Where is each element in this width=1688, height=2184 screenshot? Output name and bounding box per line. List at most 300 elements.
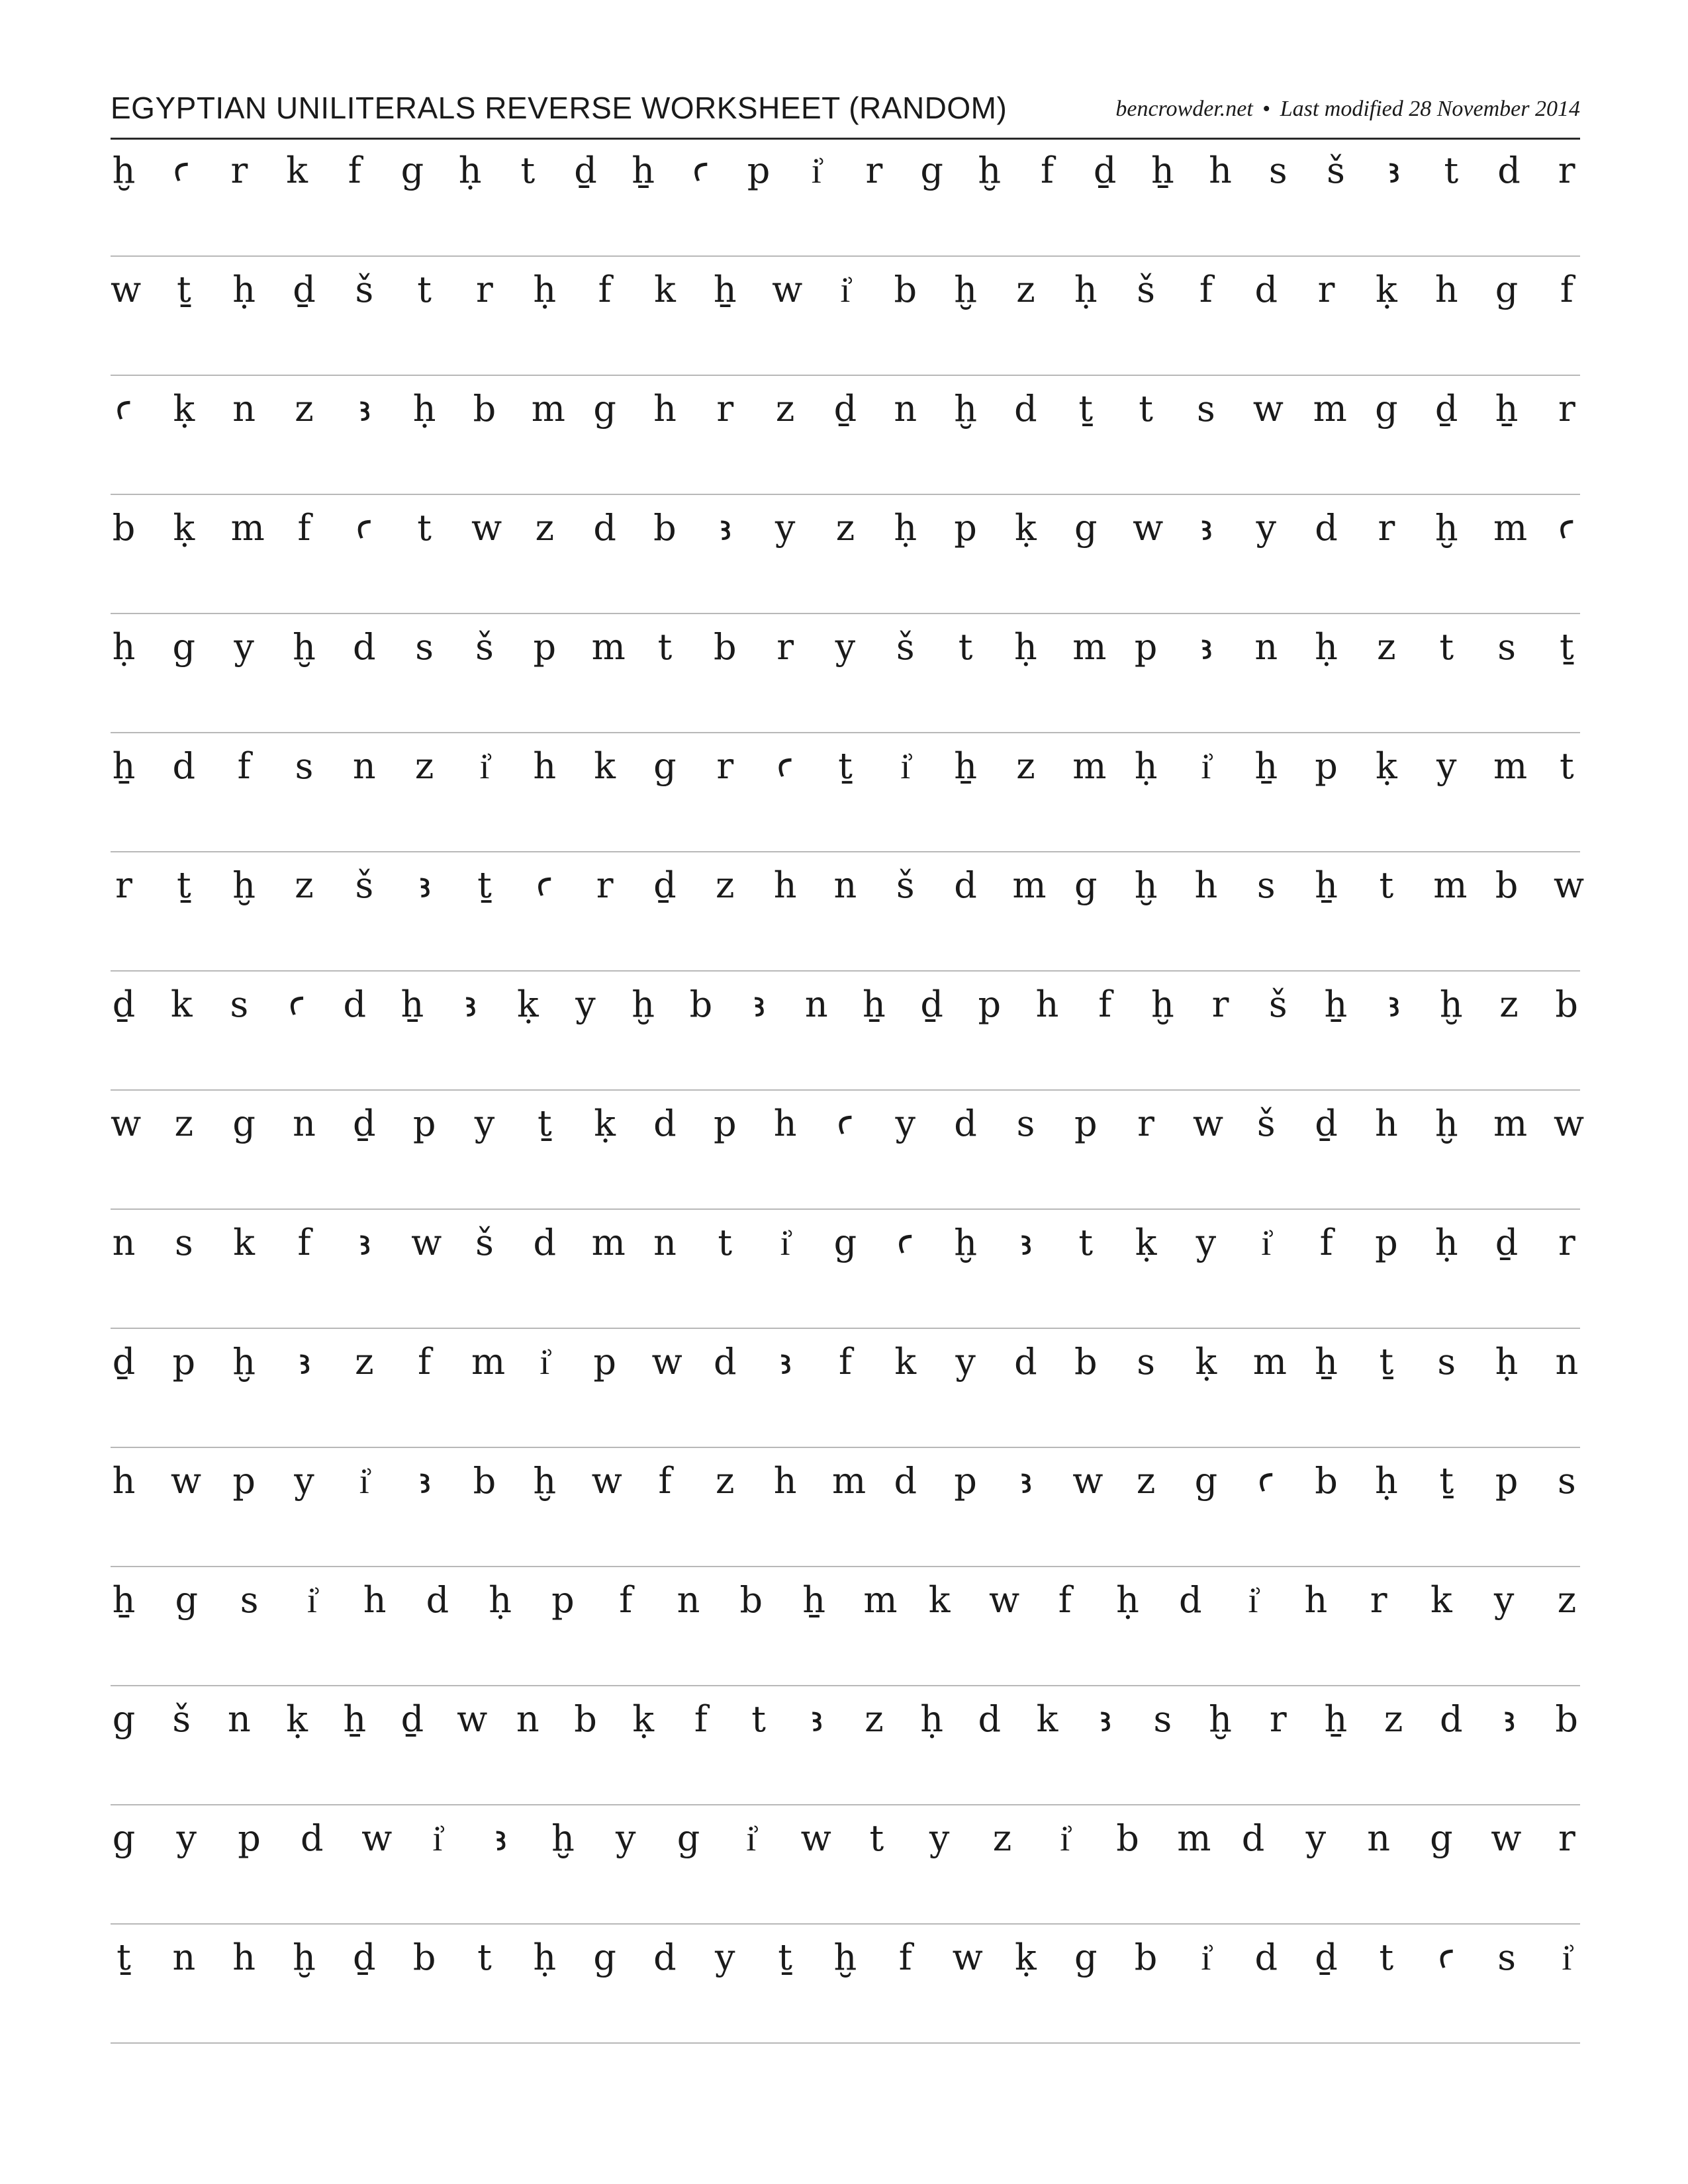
transliteration-glyph: ḥ — [1134, 745, 1158, 787]
transliteration-glyph: m — [863, 1579, 898, 1621]
transliteration-glyph: ḏ — [112, 983, 136, 1025]
worksheet-rows — [111, 138, 1585, 2044]
transliteration-glyph: ḫ — [232, 864, 256, 906]
transliteration-glyph: š — [1268, 983, 1288, 1025]
transliteration-glyph: m — [591, 1222, 626, 1263]
transliteration-glyph: i͗ — [1201, 745, 1211, 787]
transliteration-glyph: r — [1558, 388, 1575, 430]
transliteration-glyph: ẖ — [112, 745, 136, 787]
transliteration-glyph: z — [295, 388, 314, 430]
transliteration-glyph: h — [363, 1579, 387, 1621]
transliteration-glyph: h — [653, 388, 677, 430]
transliteration-glyph: ḳ — [1015, 1936, 1037, 1978]
transliteration-glyph: d — [1440, 1698, 1463, 1740]
transliteration-glyph: t — [477, 1936, 492, 1978]
transliteration-glyph: f — [658, 1460, 672, 1502]
transliteration-glyph: ḳ — [1135, 1222, 1157, 1263]
transliteration-glyph: ḏ — [353, 1103, 376, 1144]
transliteration-glyph: d — [353, 626, 376, 668]
transliteration-glyph: b — [894, 269, 917, 310]
transliteration-glyph: ḥ — [458, 150, 482, 191]
transliteration-glyph: y — [176, 1817, 197, 1859]
transliteration-glyph: š — [355, 864, 374, 906]
transliteration-glyph: y — [835, 626, 856, 668]
transliteration-glyph: f — [1319, 1222, 1333, 1263]
transliteration-glyph: ṯ — [1078, 388, 1094, 430]
transliteration-glyph: b — [1074, 1341, 1098, 1383]
transliteration-glyph: z — [1499, 983, 1519, 1025]
transliteration-glyph: w — [988, 1579, 1020, 1621]
transliteration-glyph: m — [1493, 507, 1528, 549]
transliteration-glyph: g — [1074, 1936, 1098, 1978]
worksheet-row — [111, 1329, 1580, 1448]
transliteration-glyph: n — [804, 983, 828, 1025]
transliteration-glyph: g — [593, 388, 616, 430]
transliteration-glyph: w — [1192, 1103, 1224, 1144]
transliteration-glyph: š — [172, 1698, 191, 1740]
transliteration-glyph: n — [894, 388, 917, 430]
transliteration-glyph: d — [1014, 1341, 1037, 1383]
transliteration-glyph: ꜣ — [1199, 507, 1213, 549]
transliteration-glyph: g — [1430, 1817, 1453, 1859]
transliteration-glyph: y — [1493, 1579, 1515, 1621]
transliteration-glyph: ẖ — [1150, 150, 1174, 191]
transliteration-glyph: b — [412, 1936, 436, 1978]
transliteration-glyph: ẖ — [802, 1579, 825, 1621]
transliteration-glyph: y — [234, 626, 254, 668]
transliteration-glyph: s — [230, 983, 249, 1025]
transliteration-glyph: f — [297, 507, 311, 549]
transliteration-glyph: ḫ — [833, 1936, 857, 1978]
transliteration-glyph: š — [475, 626, 494, 668]
transliteration-glyph: t — [1139, 388, 1153, 430]
transliteration-glyph: r — [476, 269, 493, 310]
transliteration-glyph: d — [1014, 388, 1037, 430]
transliteration-glyph: b — [1116, 1817, 1139, 1859]
transliteration-glyph: ḏ — [833, 388, 857, 430]
transliteration-glyph: ḏ — [920, 983, 943, 1025]
transliteration-glyph: g — [172, 626, 196, 668]
transliteration-glyph: ꜣ — [357, 1222, 371, 1263]
transliteration-glyph: s — [1197, 388, 1215, 430]
transliteration-glyph: b — [1134, 1936, 1158, 1978]
transliteration-glyph: t — [869, 1817, 884, 1859]
transliteration-glyph: ḳ — [632, 1698, 655, 1740]
transliteration-glyph: n — [1254, 626, 1278, 668]
transliteration-glyph: k — [654, 269, 676, 310]
transliteration-glyph: p — [978, 983, 1002, 1025]
transliteration-glyph: ḳ — [516, 983, 539, 1025]
transliteration-glyph: z — [535, 507, 555, 549]
transliteration-glyph: f — [1560, 269, 1573, 310]
transliteration-glyph: z — [992, 1817, 1012, 1859]
transliteration-glyph: ḥ — [1116, 1579, 1139, 1621]
transliteration-glyph: p — [412, 1103, 436, 1144]
transliteration-glyph: f — [1058, 1579, 1072, 1621]
transliteration-glyph: s — [1256, 864, 1276, 906]
transliteration-glyph: ḳ — [1376, 269, 1397, 310]
transliteration-glyph: d — [1497, 150, 1521, 191]
source-site: bencrowder.net — [1115, 97, 1253, 121]
transliteration-glyph: h — [1434, 269, 1458, 310]
transliteration-glyph: h — [773, 1103, 797, 1144]
transliteration-glyph: ḳ — [1376, 745, 1397, 787]
transliteration-glyph: ḏ — [653, 864, 677, 906]
last-modified: Last modified 28 November 2014 — [1280, 97, 1580, 121]
transliteration-glyph: g — [1194, 1460, 1218, 1502]
transliteration-glyph: f — [297, 1222, 311, 1263]
transliteration-glyph: ꜣ — [297, 1341, 311, 1383]
worksheet-row — [111, 495, 1580, 614]
transliteration-glyph: ꜥ — [355, 507, 373, 549]
transliteration-glyph: g — [112, 1817, 136, 1859]
transliteration-glyph: p — [1315, 745, 1338, 787]
transliteration-glyph: ꜣ — [810, 1698, 823, 1740]
transliteration-glyph: ḫ — [1434, 1103, 1458, 1144]
transliteration-glyph: ṯ — [778, 1936, 792, 1978]
transliteration-glyph: ḳ — [173, 507, 195, 549]
transliteration-glyph: s — [1016, 1103, 1035, 1144]
transliteration-glyph: r — [115, 864, 132, 906]
transliteration-glyph: ḫ — [533, 1460, 557, 1502]
transliteration-glyph: y — [474, 1103, 495, 1144]
transliteration-glyph: t — [1439, 626, 1454, 668]
transliteration-glyph: n — [1555, 1341, 1579, 1383]
worksheet-row — [111, 257, 1580, 376]
transliteration-glyph: y — [955, 1341, 976, 1383]
transliteration-glyph: t — [1078, 1222, 1094, 1263]
worksheet-row — [111, 1805, 1580, 1925]
transliteration-glyph: s — [1497, 1936, 1516, 1978]
transliteration-glyph: z — [1016, 745, 1035, 787]
transliteration-glyph: i͗ — [900, 745, 911, 787]
transliteration-glyph: d — [1241, 1817, 1265, 1859]
transliteration-glyph: n — [172, 1936, 196, 1978]
transliteration-glyph: ḏ — [1093, 150, 1117, 191]
transliteration-glyph: y — [1196, 1222, 1217, 1263]
separator-bullet: • — [1262, 97, 1271, 121]
transliteration-glyph: š — [1256, 1103, 1276, 1144]
transliteration-glyph: ḫ — [293, 1936, 316, 1978]
transliteration-glyph: w — [170, 1460, 202, 1502]
transliteration-glyph: w — [952, 1936, 983, 1978]
transliteration-glyph: k — [928, 1579, 951, 1621]
transliteration-glyph: ḫ — [978, 150, 1002, 191]
transliteration-glyph: ꜥ — [173, 150, 190, 191]
transliteration-glyph: ẖ — [1315, 1341, 1338, 1383]
transliteration-glyph: g — [593, 1936, 616, 1978]
transliteration-glyph: ꜥ — [776, 745, 794, 787]
transliteration-glyph: ẖ — [954, 745, 977, 787]
transliteration-glyph: i͗ — [1562, 1936, 1572, 1978]
transliteration-glyph: s — [1558, 1460, 1576, 1502]
transliteration-glyph: d — [593, 507, 616, 549]
transliteration-glyph: n — [677, 1579, 700, 1621]
transliteration-glyph: h — [1194, 864, 1218, 906]
worksheet-row — [111, 972, 1580, 1091]
transliteration-glyph: d — [1315, 507, 1338, 549]
transliteration-glyph: z — [835, 507, 855, 549]
transliteration-glyph: ḏ — [1434, 388, 1458, 430]
transliteration-glyph: ẖ — [112, 1579, 136, 1621]
worksheet-row — [111, 1448, 1580, 1567]
transliteration-glyph: ḫ — [232, 1341, 256, 1383]
transliteration-glyph: ḳ — [286, 1698, 308, 1740]
transliteration-glyph: m — [1012, 864, 1047, 906]
transliteration-glyph: d — [301, 1817, 324, 1859]
transliteration-glyph: ḫ — [954, 269, 977, 310]
transliteration-glyph: f — [348, 150, 361, 191]
transliteration-glyph: d — [533, 1222, 557, 1263]
transliteration-glyph: ḥ — [112, 626, 136, 668]
worksheet-row — [111, 376, 1580, 495]
transliteration-glyph: b — [574, 1698, 597, 1740]
transliteration-glyph: m — [1433, 864, 1468, 906]
transliteration-glyph: g — [833, 1222, 857, 1263]
transliteration-glyph: ḫ — [954, 388, 977, 430]
transliteration-glyph: m — [1252, 1341, 1287, 1383]
transliteration-glyph: ꜣ — [718, 507, 731, 549]
transliteration-glyph: ḥ — [920, 1698, 944, 1740]
transliteration-glyph: t — [1379, 1936, 1394, 1978]
transliteration-glyph: g — [653, 745, 677, 787]
transliteration-glyph: m — [1313, 388, 1347, 430]
transliteration-glyph: y — [1436, 745, 1457, 787]
transliteration-glyph: y — [1305, 1817, 1327, 1859]
transliteration-glyph: d — [172, 745, 196, 787]
transliteration-glyph: z — [1557, 1579, 1577, 1621]
transliteration-glyph: ḫ — [954, 1222, 977, 1263]
transliteration-glyph: z — [295, 864, 314, 906]
transliteration-glyph: r — [1269, 1698, 1287, 1740]
worksheet-row — [111, 733, 1580, 852]
transliteration-glyph: ṯ — [477, 864, 492, 906]
transliteration-glyph: w — [471, 507, 502, 549]
transliteration-glyph: r — [1370, 1579, 1387, 1621]
transliteration-glyph: š — [896, 864, 915, 906]
transliteration-glyph: n — [232, 388, 256, 430]
transliteration-glyph: w — [1553, 864, 1585, 906]
transliteration-glyph: d — [653, 1103, 677, 1144]
transliteration-glyph: k — [1430, 1579, 1452, 1621]
transliteration-glyph: s — [1268, 150, 1288, 191]
worksheet-row — [111, 1091, 1585, 1210]
transliteration-glyph: ḫ — [1434, 507, 1458, 549]
transliteration-glyph: h — [1304, 1579, 1328, 1621]
transliteration-glyph: k — [286, 150, 308, 191]
transliteration-glyph: h — [1209, 150, 1232, 191]
transliteration-glyph: ḥ — [1315, 626, 1338, 668]
transliteration-glyph: f — [1199, 269, 1213, 310]
transliteration-glyph: ꜥ — [288, 983, 306, 1025]
transliteration-glyph: z — [355, 1341, 374, 1383]
transliteration-glyph: m — [1072, 745, 1107, 787]
transliteration-glyph: ḥ — [1014, 626, 1037, 668]
transliteration-glyph: n — [352, 745, 376, 787]
transliteration-glyph: k — [594, 745, 616, 787]
transliteration-glyph: s — [174, 1222, 193, 1263]
transliteration-glyph: ꜣ — [463, 983, 477, 1025]
transliteration-glyph: ḏ — [574, 150, 597, 191]
transliteration-glyph: p — [593, 1341, 616, 1383]
transliteration-glyph: ḳ — [173, 388, 195, 430]
transliteration-glyph: ꜣ — [1502, 1698, 1516, 1740]
transliteration-glyph: ḏ — [353, 1936, 376, 1978]
transliteration-glyph: w — [111, 269, 142, 310]
transliteration-glyph: i͗ — [840, 269, 851, 310]
transliteration-glyph: b — [1315, 1460, 1338, 1502]
transliteration-glyph: p — [1074, 1103, 1098, 1144]
transliteration-glyph: f — [598, 269, 612, 310]
transliteration-glyph: ꜣ — [418, 864, 431, 906]
transliteration-glyph: d — [1178, 1579, 1202, 1621]
transliteration-glyph: ꜥ — [536, 864, 553, 906]
worksheet-row — [111, 1210, 1580, 1329]
transliteration-glyph: d — [426, 1579, 449, 1621]
transliteration-glyph: g — [232, 1103, 256, 1144]
worksheet-row — [111, 1925, 1580, 2044]
transliteration-glyph: t — [751, 1698, 766, 1740]
transliteration-glyph: i͗ — [780, 1222, 790, 1263]
transliteration-glyph: z — [1383, 1698, 1403, 1740]
worksheet-row — [111, 138, 1580, 257]
transliteration-glyph: d — [978, 1698, 1002, 1740]
transliteration-glyph: b — [739, 1579, 763, 1621]
transliteration-glyph: r — [1558, 1817, 1575, 1859]
transliteration-glyph: ḏ — [293, 269, 316, 310]
transliteration-glyph: ḫ — [1439, 983, 1463, 1025]
transliteration-glyph: i͗ — [359, 1460, 369, 1502]
transliteration-glyph: ꜥ — [897, 1222, 914, 1263]
transliteration-glyph: i͗ — [1201, 1936, 1211, 1978]
transliteration-glyph: h — [112, 1460, 136, 1502]
transliteration-glyph: š — [1137, 269, 1155, 310]
transliteration-glyph: f — [619, 1579, 633, 1621]
transliteration-glyph: m — [591, 626, 626, 668]
transliteration-glyph: y — [575, 983, 596, 1025]
transliteration-glyph: s — [295, 745, 314, 787]
transliteration-glyph: ḥ — [412, 388, 436, 430]
transliteration-glyph: r — [1317, 269, 1335, 310]
transliteration-glyph: n — [653, 1222, 677, 1263]
transliteration-glyph: b — [713, 626, 737, 668]
worksheet-row — [111, 1567, 1580, 1686]
transliteration-glyph: m — [1072, 626, 1107, 668]
transliteration-glyph: s — [240, 1579, 259, 1621]
transliteration-glyph: ꜥ — [692, 150, 710, 191]
transliteration-glyph: n — [1367, 1817, 1391, 1859]
transliteration-glyph: z — [414, 745, 434, 787]
transliteration-glyph: g — [1074, 507, 1098, 549]
transliteration-glyph: z — [775, 388, 795, 430]
transliteration-glyph: ꜣ — [1019, 1222, 1033, 1263]
transliteration-glyph: ꜥ — [1558, 507, 1575, 549]
transliteration-glyph: š — [896, 626, 915, 668]
transliteration-glyph: z — [1016, 269, 1035, 310]
transliteration-glyph: k — [170, 983, 193, 1025]
transliteration-glyph: s — [1153, 1698, 1172, 1740]
transliteration-glyph: r — [865, 150, 883, 191]
transliteration-glyph: ḥ — [489, 1579, 512, 1621]
transliteration-glyph: y — [615, 1817, 636, 1859]
transliteration-glyph: ḳ — [1015, 507, 1037, 549]
transliteration-glyph: m — [531, 388, 566, 430]
transliteration-glyph: k — [894, 1341, 917, 1383]
transliteration-glyph: ḫ — [293, 626, 316, 668]
transliteration-glyph: z — [1136, 1460, 1156, 1502]
transliteration-glyph: w — [1491, 1817, 1522, 1859]
transliteration-glyph: w — [1072, 1460, 1103, 1502]
transliteration-glyph: g — [920, 150, 943, 191]
transliteration-glyph: s — [415, 626, 434, 668]
transliteration-glyph: g — [175, 1579, 199, 1621]
transliteration-glyph: ꜣ — [1098, 1698, 1111, 1740]
transliteration-glyph: i͗ — [432, 1817, 443, 1859]
transliteration-glyph: ꜣ — [1199, 626, 1213, 668]
transliteration-glyph: ḥ — [1495, 1341, 1519, 1383]
source-and-date — [1115, 97, 1580, 122]
transliteration-glyph: h — [773, 1460, 797, 1502]
transliteration-glyph: w — [651, 1341, 682, 1383]
transliteration-glyph: t — [1379, 864, 1394, 906]
transliteration-glyph: ṯ — [176, 864, 191, 906]
transliteration-glyph: b — [1555, 983, 1578, 1025]
transliteration-glyph: w — [111, 1103, 142, 1144]
transliteration-glyph: z — [174, 1103, 194, 1144]
transliteration-glyph: f — [694, 1698, 708, 1740]
transliteration-glyph: ḫ — [112, 150, 136, 191]
transliteration-glyph: r — [1137, 1103, 1154, 1144]
transliteration-glyph: ṯ — [838, 745, 853, 787]
transliteration-glyph: r — [776, 626, 794, 668]
transliteration-glyph: s — [1497, 626, 1516, 668]
transliteration-glyph: ꜣ — [418, 1460, 431, 1502]
transliteration-glyph: ꜥ — [1257, 1460, 1275, 1502]
transliteration-glyph: b — [473, 1460, 496, 1502]
transliteration-glyph: p — [172, 1341, 196, 1383]
transliteration-glyph: š — [1327, 150, 1345, 191]
transliteration-glyph: ꜣ — [357, 388, 371, 430]
transliteration-glyph: ḥ — [1074, 269, 1098, 310]
transliteration-glyph: g — [112, 1698, 136, 1740]
transliteration-glyph: i͗ — [539, 1341, 550, 1383]
transliteration-glyph: h — [773, 864, 797, 906]
transliteration-glyph: z — [865, 1698, 884, 1740]
transliteration-glyph: d — [343, 983, 367, 1025]
transliteration-glyph: i͗ — [1060, 1817, 1070, 1859]
transliteration-glyph: ṯ — [1439, 1460, 1454, 1502]
transliteration-glyph: i͗ — [306, 1579, 317, 1621]
transliteration-glyph: y — [1256, 507, 1276, 549]
transliteration-glyph: p — [232, 1460, 256, 1502]
transliteration-glyph: p — [533, 626, 557, 668]
transliteration-glyph: ꜣ — [1387, 983, 1400, 1025]
transliteration-glyph: m — [1493, 1103, 1528, 1144]
transliteration-glyph: ḳ — [1195, 1341, 1217, 1383]
transliteration-glyph: r — [716, 745, 734, 787]
transliteration-glyph: t — [417, 507, 432, 549]
transliteration-glyph: ḏ — [1315, 1103, 1338, 1144]
transliteration-glyph: ẖ — [863, 983, 886, 1025]
transliteration-glyph: w — [591, 1460, 622, 1502]
transliteration-glyph: g — [1375, 388, 1398, 430]
transliteration-glyph: d — [1254, 1936, 1278, 1978]
transliteration-glyph: p — [713, 1103, 737, 1144]
transliteration-glyph: n — [833, 864, 857, 906]
transliteration-glyph: w — [1133, 507, 1164, 549]
transliteration-glyph: p — [1495, 1460, 1519, 1502]
transliteration-glyph: ḥ — [1434, 1222, 1458, 1263]
